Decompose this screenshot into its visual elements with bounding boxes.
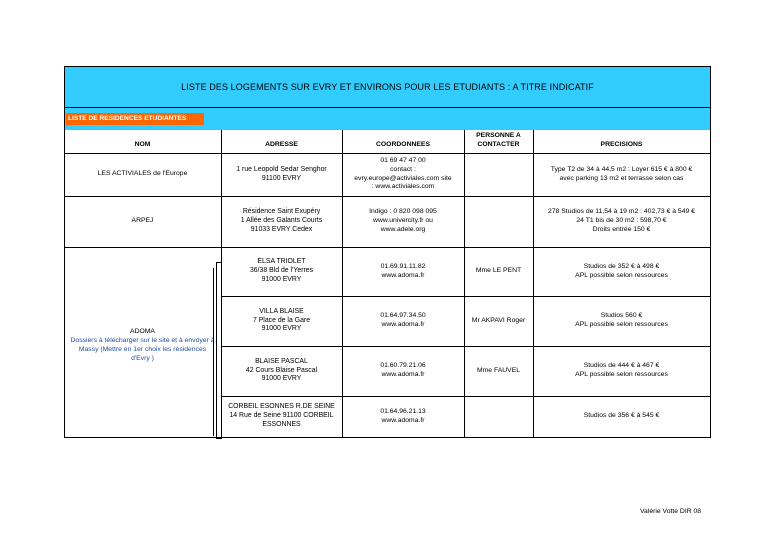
- row-coordonnees: 01.64.97.34.50 www.adoma.fr: [380, 312, 426, 328]
- row-adresse: CORBEIL ESONNES R.DE SEINE 14 Rue de Seine 91100 CORBEIL ESSONNES: [228, 403, 335, 428]
- header-personne: PERSONNE A CONTACTER: [476, 132, 521, 149]
- section-label: LISTE DE RESIDENCES ETUDIANTES: [66, 113, 204, 125]
- row-coordonnees: Indigo : 0 820 098 095 www.univercity.fr ou www.adele.org: [369, 208, 437, 233]
- row-precisions: Studios de 444 € à 467 € APL possible selon ressources: [575, 362, 668, 378]
- header-precisions: PRECISIONS: [600, 141, 643, 149]
- row-personne: Mme LE PENT: [475, 267, 522, 275]
- table-bottom-border: [64, 437, 711, 438]
- row-nom: ARPEJ: [131, 217, 154, 225]
- row-adresse: 1 rue Leopold Sedar Senghor 91100 EVRY: [236, 165, 327, 182]
- row-adresse: VILLA BLAISE 7 Place de la Gare 91000 EVRY: [252, 307, 311, 333]
- footer-author: Valérie Votte DIR 08: [640, 508, 702, 515]
- row-coordonnees: 01.69.91.11.82 www.adoma.fr: [380, 262, 426, 279]
- row-adresse: BLAISE PASCAL 42 Cours Blaise Pascal 91000 EVRY: [245, 357, 318, 383]
- row-nom: LES ACTIVIALES de l'Europe: [97, 170, 188, 178]
- header-nom: NOM: [134, 141, 151, 149]
- adoma-name: ADOMA: [130, 328, 155, 336]
- row-coordonnees: 01.64.96.21.13 www.adoma.fr: [380, 407, 426, 424]
- adoma-name-cell: [64, 318, 221, 374]
- row-precisions: Studios de 352 € à 498 € APL possible selon ressources: [575, 262, 668, 279]
- row-personne: Mme FAUVEL: [476, 366, 521, 374]
- row-precisions: Type T2 de 34 à 44,5 m2 : Loyer 615 € à 800 € avec parking 13 m2 et terrasse selon cas: [550, 165, 693, 182]
- row-precisions: 278 Studios de 11,54 à 19 m2 : 402,73 € à 549 € 24 T1 bis de 30 m2 : 598,70 € Droits entrée 150 €: [548, 208, 695, 233]
- row-adresse: Résidence Saint Exupéry 1 Allée des Galants Courts 91033 EVRY Cedex: [240, 208, 323, 233]
- row-coordonnees: 01 69 47 47 00 contact : evry.europe@activiales.com site : www.activiales.com: [354, 156, 452, 191]
- header-coordonnees: COORDONNEES: [375, 141, 430, 149]
- section-header: [64, 108, 711, 130]
- row-coordonnees: 01.60.79.21.06 www.adoma.fr: [380, 362, 426, 378]
- adoma-group-rule: [213, 268, 214, 436]
- row-personne: Mr AKPAVI Roger: [471, 316, 526, 324]
- row-precisions: Studios de 356 € à 545 €: [583, 412, 660, 420]
- adoma-note: Dossiers à télécharger sur le site et à envoyer à Massy (Mettre en 1er choix les résidences d'Evry ): [70, 337, 215, 362]
- page-title: LISTE DES LOGEMENTS SUR EVRY ET ENVIRONS POUR LES ETUDIANTS : A TITRE INDICATIF: [64, 66, 711, 108]
- table-right-border: [710, 130, 711, 437]
- header-adresse: ADRESSE: [265, 141, 298, 149]
- row-adresse: ELSA TRIOLET 36/38 Bld de l'Yerres 91000 EVRY: [249, 258, 314, 283]
- row-precisions: Studios 560 € APL possible selon ressources: [575, 312, 668, 328]
